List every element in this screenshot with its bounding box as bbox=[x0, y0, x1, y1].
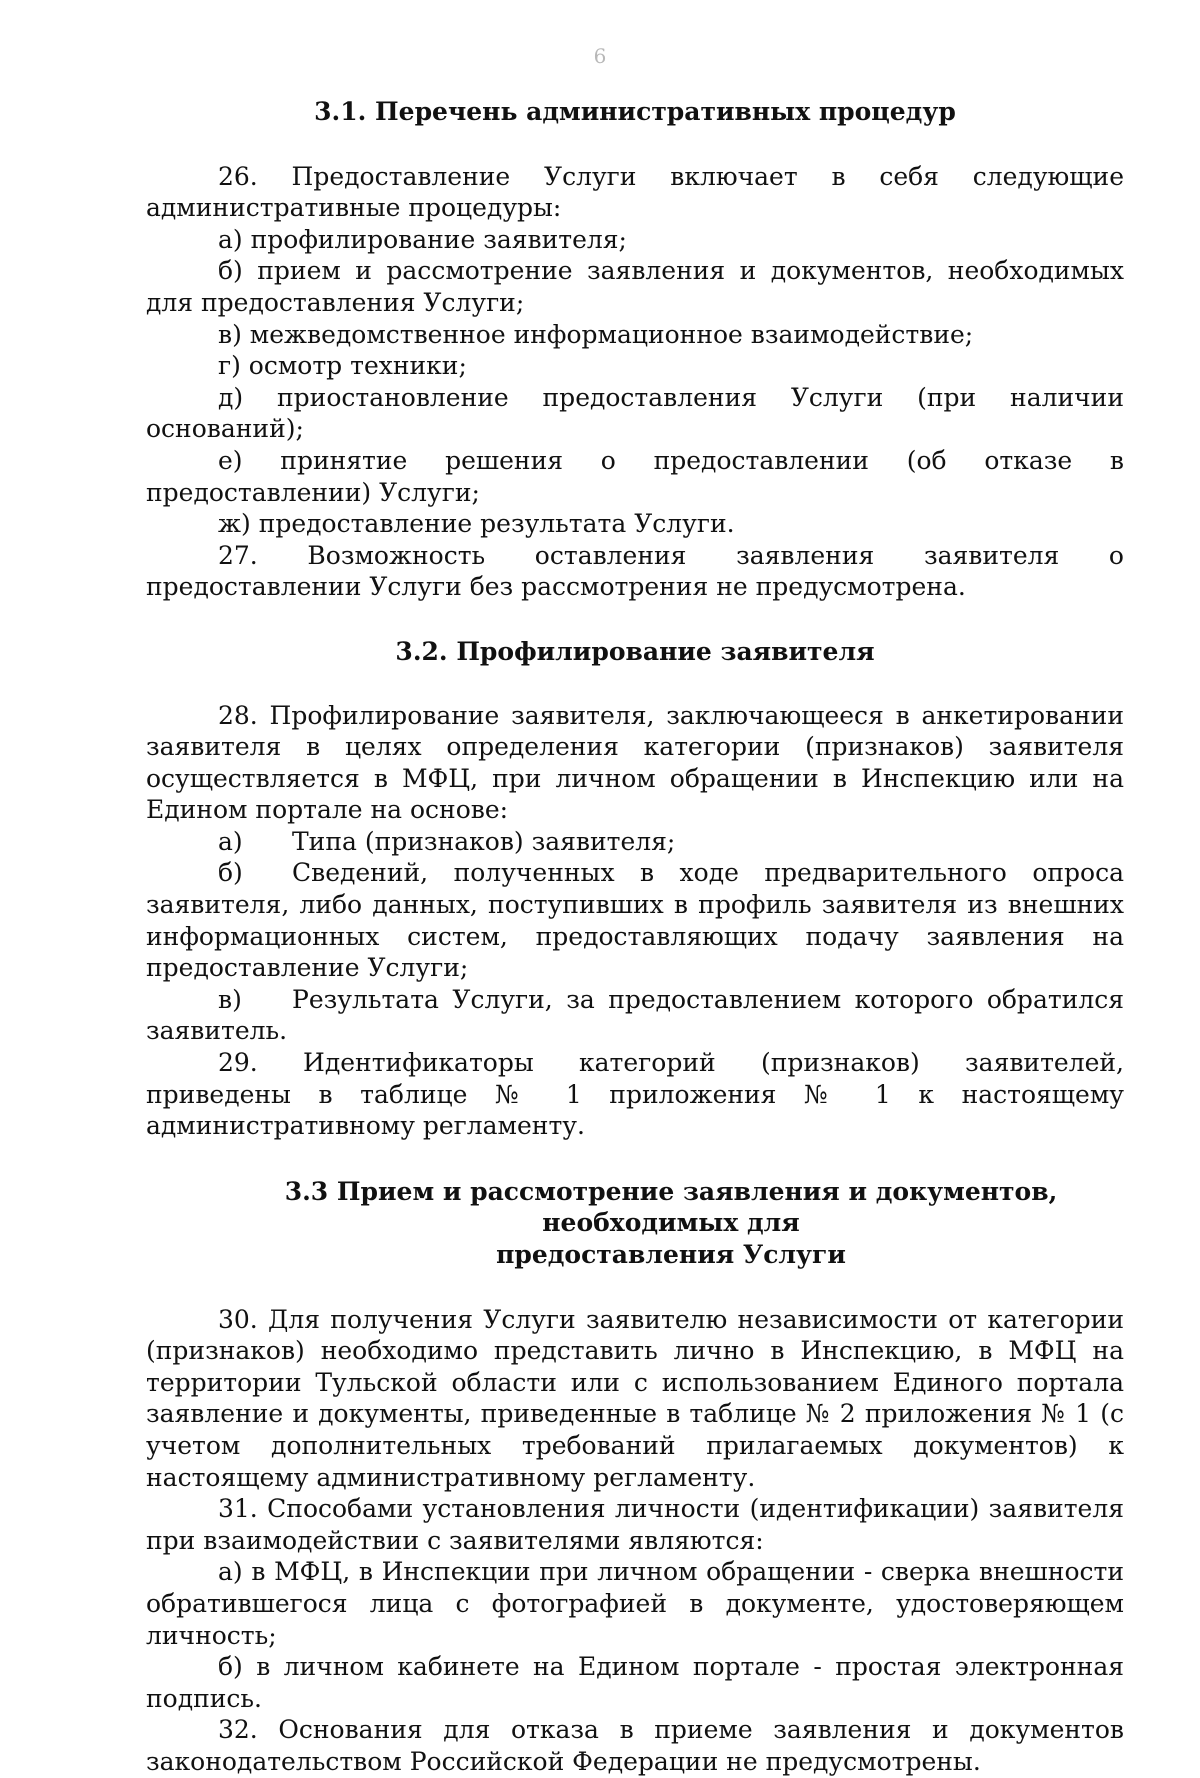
section-title-3-3-line1: 3.3 Прием и рассмотрение заявления и документов, необходимых для bbox=[284, 1176, 1058, 1238]
list-item-v: в) межведомственное информационное взаимодействие; bbox=[218, 319, 974, 349]
section-title-3-3-line2: предоставления Услуги bbox=[496, 1240, 846, 1269]
profile-item-b-text: Сведений, полученных в ходе предварительного опроса заявителя, либо данных, поступивших в профиль заявителя из внешних информационных систем, предоставляющих подачу заявления на предоставление Услуги; bbox=[146, 858, 1124, 983]
section-title-3-1: 3.1. Перечень административных процедур bbox=[314, 97, 956, 126]
list-item-a: а) профилирование заявителя; bbox=[218, 224, 627, 254]
paragraph-31: 31. Способами установления личности (идентификации) заявителя при взаимодействии с заявителями являются: bbox=[146, 1494, 1124, 1555]
paragraph-28: 28. Профилирование заявителя, заключающееся в анкетировании заявителя в целях определения категории (признаков) заявителя осуществляется в МФЦ, при личном обращении в Инспекцию или на Едином портале на основе: bbox=[146, 700, 1124, 825]
paragraph-29: 29. Идентификаторы категорий (признаков) заявителей, приведены в таблице № 1 приложения № 1 к настоящему административному регламенту. bbox=[146, 1048, 1124, 1141]
paragraph-32: 32. Основания для отказа в приеме заявления и документов законодательством Российской Федерации не предусмотрены. bbox=[146, 1715, 1124, 1776]
profile-item-b-marker: б) bbox=[218, 858, 243, 888]
profile-item-a-text: Типа (признаков) заявителя; bbox=[292, 826, 676, 856]
paragraph-26: 26. Предоставление Услуги включает в себя следующие административные процедуры: bbox=[146, 161, 1124, 223]
paragraph-31b: б) в личном кабинете на Едином портале - простая электронная подпись. bbox=[146, 1652, 1124, 1713]
profile-item-v-marker: в) bbox=[218, 984, 242, 1014]
list-item-d: д) приостановление предоставления Услуги (при наличии оснований); bbox=[146, 382, 1124, 444]
document-body bbox=[146, 96, 1124, 1778]
list-item-e: е) принятие решения о предоставлении (об отказе в предоставлении) Услуги; bbox=[146, 445, 1124, 507]
profile-item-v-text: Результата Услуги, за предоставлением которого обратился заявитель. bbox=[146, 984, 1124, 1046]
paragraph-27: 27. Возможность оставления заявления заявителя о предоставлении Услуги без рассмотрения не предусмотрена. bbox=[146, 540, 1124, 602]
paragraph-31a: а) в МФЦ, в Инспекции при личном обращении - сверка внешности обратившегося лица с фотографией в документе, удостоверяющем личность; bbox=[146, 1557, 1124, 1650]
list-item-g: г) осмотр техники; bbox=[218, 351, 467, 381]
page-number: 6 bbox=[593, 44, 607, 68]
section-title-3-3 bbox=[146, 1176, 1124, 1271]
profile-item-b bbox=[146, 857, 1124, 983]
list-item-b: б) прием и рассмотрение заявления и документов, необходимых для предоставления Услуги; bbox=[146, 256, 1124, 317]
profile-item-a-marker: а) bbox=[218, 826, 243, 856]
profile-item-a bbox=[146, 826, 1124, 858]
profile-item-v bbox=[146, 984, 1124, 1047]
section-title-3-2: 3.2. Профилирование заявителя bbox=[395, 636, 875, 666]
list-item-zh: ж) предоставление результата Услуги. bbox=[218, 509, 735, 539]
paragraph-30: 30. Для получения Услуги заявителю независимости от категории (признаков) необходимо представить лично в Инспекцию, в МФЦ на территории Тульской области или с использованием Единого портала заявление и документы, приведенные в таблице № 2 приложения № 1 (с учетом дополнительных требований прилагаемых документов) к настоящему административному регламенту. bbox=[146, 1304, 1124, 1492]
